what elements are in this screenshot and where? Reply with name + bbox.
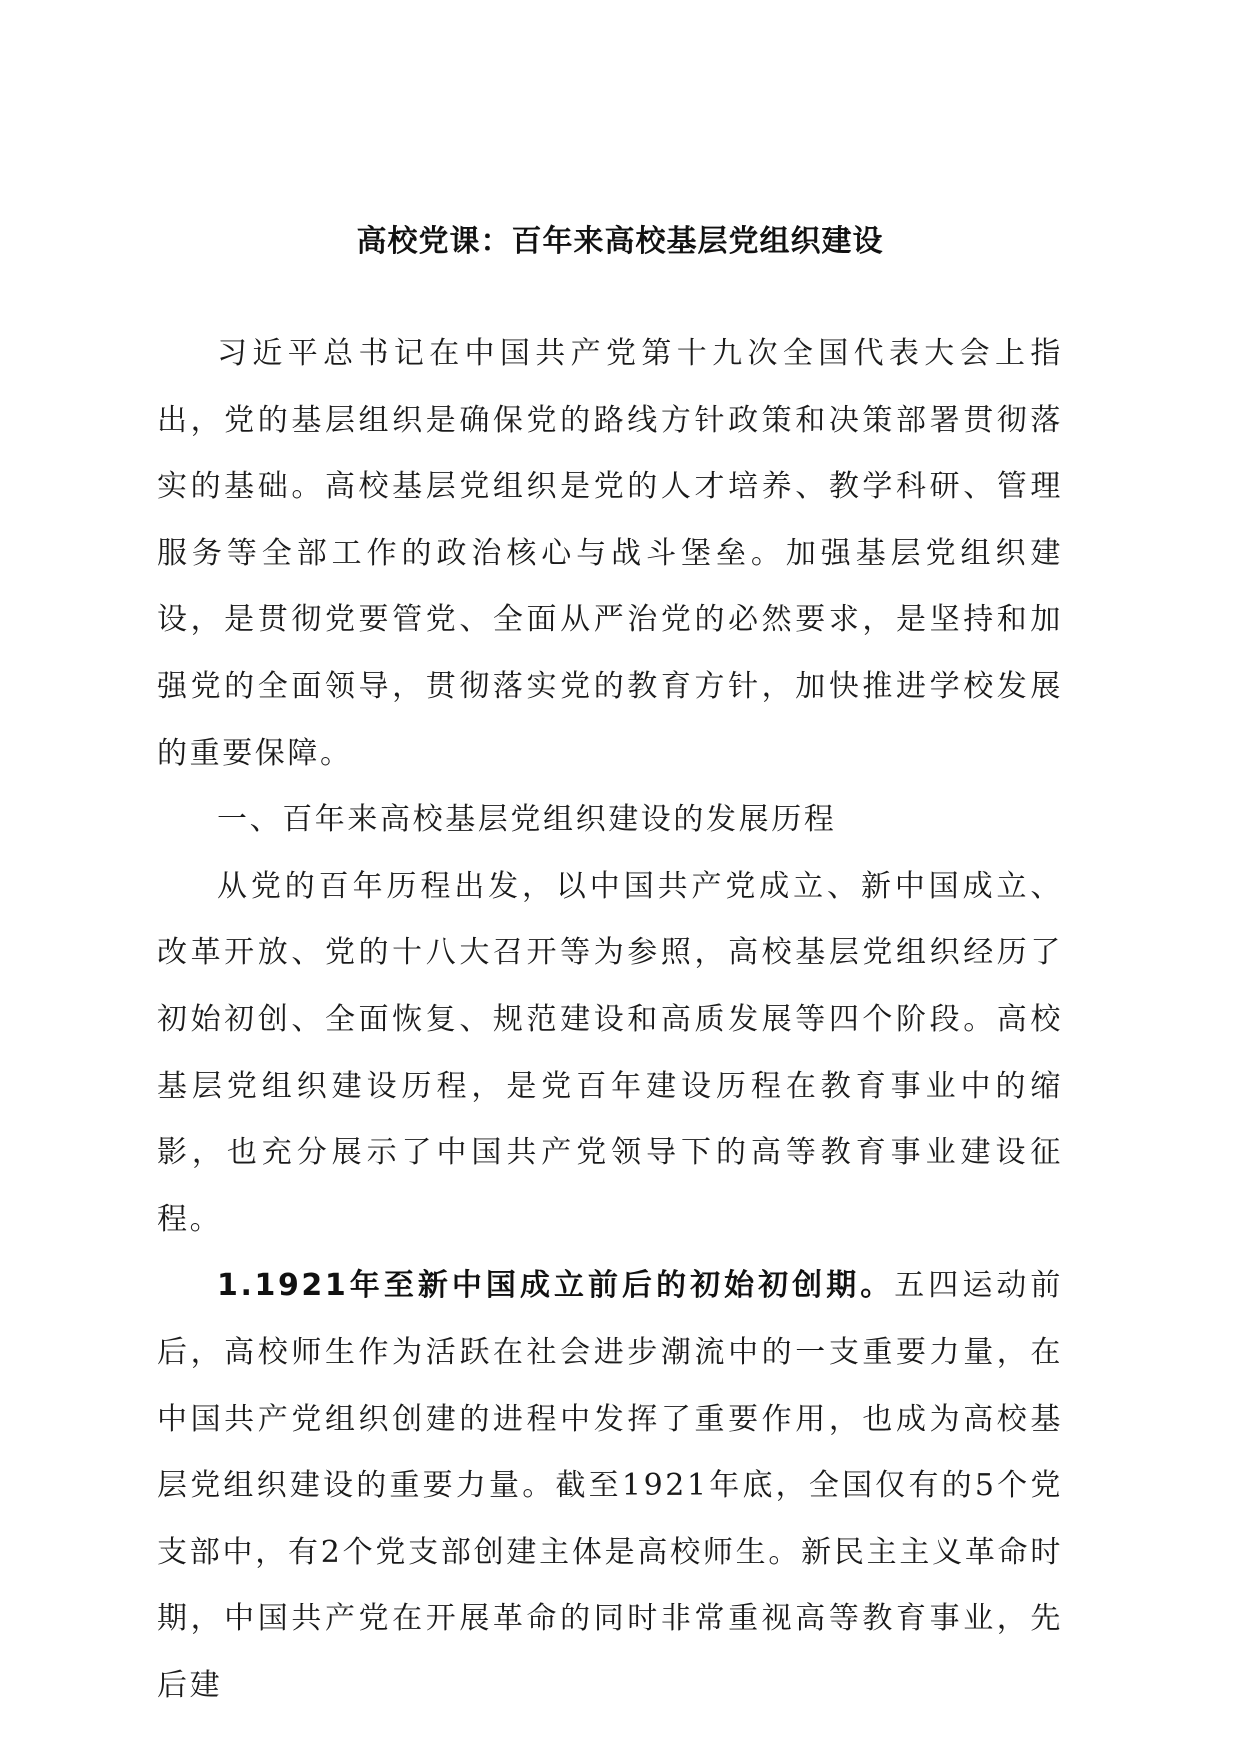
intro-paragraph: 习近平总书记在中国共产党第十九次全国代表大会上指出，党的基层组织是确保党的路线方针政策和决策部署贯彻落实的基础。高校基层党组织是党的人才培养、教学科研、管理服务等全部工作的政治核心与战斗堡垒。加强基层党组织建设，是贯彻党要管党、全面从严治党的必然要求，是坚持和加强党的全面领导，贯彻落实党的教育方针，加快推进学校发展的重要保障。 [157,336,1063,771]
stage-lead-heading: 1.1921年至新中国成立前后的初始初创期。 [217,1268,895,1304]
section-paragraph: 从党的百年历程出发，以中国共产党成立、新中国成立、改革开放、党的十八大召开等为参照，高校基层党组织经历了初始初创、全面恢复、规范建设和高质发展等四个阶段。高校基层党组织建设历程，是党百年建设历程在教育事业中的缩影，也充分展示了中国共产党领导下的高等教育事业建设征程。 [157,868,1063,1237]
section-heading: 一、百年来高校基层党组织建设的发展历程 [217,802,837,838]
document-body [157,321,1063,1719]
document-title: 高校党课：百年来高校基层党组织建设 [356,224,884,259]
stage-paragraph [157,1253,1063,1719]
stage-body-text: 五四运动前后，高校师生作为活跃在社会进步潮流中的一支重要力量，在中国共产党组织创建的进程中发挥了重要作用，也成为高校基层党组织建设的重要力量。截至1921年底，全国仅有的5个党支部中，有2个党支部创建主体是高校师生。新民主主义革命时期，中国共产党在开展革命的同时非常重视高等教育事业，先后建 [157,1268,1064,1703]
